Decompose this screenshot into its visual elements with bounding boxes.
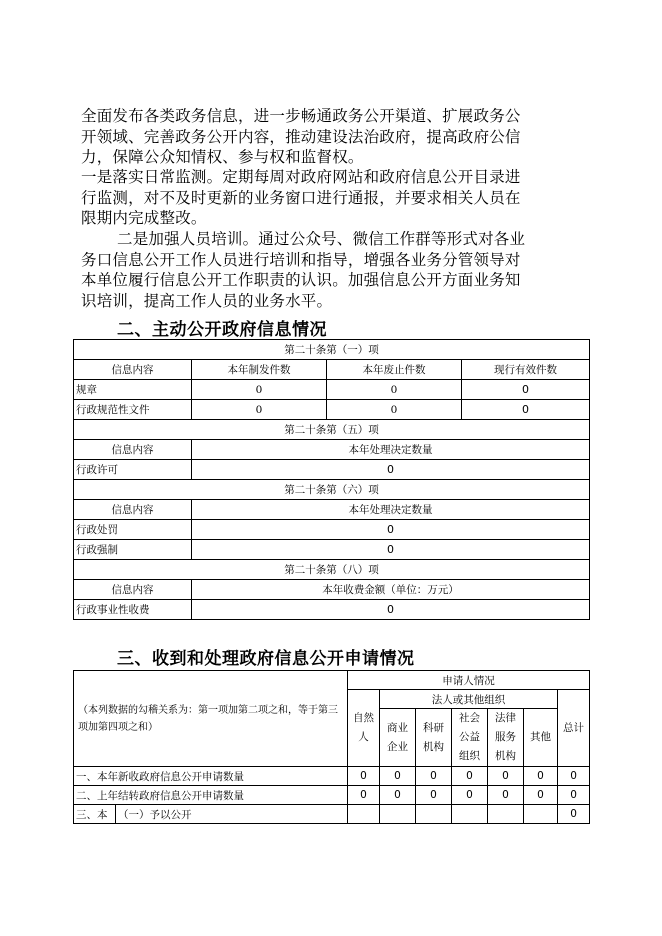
col-other: 其他 — [524, 709, 558, 767]
table-row — [74, 520, 590, 540]
table-row — [74, 380, 590, 400]
header-decisions: 本年处理决定数量 — [192, 500, 590, 520]
cell-value: 0 — [192, 400, 327, 420]
col-natural-person: 自然人 — [348, 690, 380, 767]
text-line: 务口信息公开工作人员进行培训和指导，增强各业务分管领导对 — [81, 250, 521, 269]
cell-empty — [380, 805, 416, 824]
text-line: 一是落实日常监测。定期每周对政府网站和政府信息公开目录进 — [81, 168, 521, 186]
text-line: 本单位履行信息公开工作职责的认识。加强信息公开方面业务知 — [81, 271, 521, 289]
cell-empty — [488, 805, 524, 824]
table-row — [74, 786, 590, 805]
text-line: 识培训，提高工作人员的业务水平。 — [81, 291, 333, 310]
col-social-org: 社会公益组织 — [452, 709, 488, 767]
header-info-content: 信息内容 — [74, 580, 192, 600]
row-label: 三、本 — [74, 805, 116, 824]
cell-value: 0 — [380, 786, 416, 805]
cell-value: 0 — [192, 520, 590, 540]
table-row — [74, 805, 590, 824]
row-label: 规章 — [74, 380, 192, 400]
cell-value: 0 — [348, 767, 380, 786]
cell-value: 0 — [192, 380, 327, 400]
article-5-title: 第二十条第（五）项 — [74, 420, 590, 440]
cell-value: 0 — [348, 786, 380, 805]
row-label: 行政处罚 — [74, 520, 192, 540]
header-info-content: 信息内容 — [74, 440, 192, 460]
col-total: 总计 — [558, 690, 590, 767]
table-row — [74, 600, 590, 620]
header-decisions: 本年处理决定数量 — [192, 440, 590, 460]
header-info-content: 信息内容 — [74, 360, 192, 380]
cell-value: 0 — [462, 400, 590, 420]
row-label: 行政事业性收费 — [74, 600, 192, 620]
row-label: 行政规范性文件 — [74, 400, 192, 420]
row-label: 二、上年结转政府信息公开申请数量 — [74, 786, 348, 805]
text-line: 全面发布各类政务信息，进一步畅通政务公开渠道、扩展政务公 — [81, 107, 521, 125]
cell-empty — [524, 805, 558, 824]
cell-value: 0 — [192, 540, 590, 560]
paragraph-3 — [81, 229, 581, 311]
applicant-header: 申请人情况 — [348, 671, 590, 690]
cell-value: 0 — [327, 380, 462, 400]
header-abolished: 本年废止件数 — [327, 360, 462, 380]
row-label: 行政强制 — [74, 540, 192, 560]
cell-value: 0 — [192, 600, 590, 620]
header-fee-amount: 本年收费金额（单位：万元） — [192, 580, 590, 600]
section-2-heading: 二、主动公开政府信息情况 — [117, 320, 327, 340]
table-row — [74, 767, 590, 786]
cell-value: 0 — [558, 786, 590, 805]
cell-empty — [452, 805, 488, 824]
col-research: 科研机构 — [416, 709, 452, 767]
table-row — [74, 400, 590, 420]
text-line: 开领域、完善政务公开内容，推动建设法治政府，提高政府公信 — [81, 127, 521, 146]
cell-value: 0 — [452, 767, 488, 786]
cell-value: 0 — [327, 400, 462, 420]
text-line: 限期内完成整改。 — [81, 209, 207, 227]
article-8-title: 第二十条第（八）项 — [74, 560, 590, 580]
text-line: 行监测，对不及时更新的业务窗口进行通报，并要求相关人员在 — [81, 188, 521, 207]
row-label: 行政许可 — [74, 460, 192, 480]
cell-value: 0 — [558, 805, 590, 824]
cell-value: 0 — [380, 767, 416, 786]
cell-empty — [416, 805, 452, 824]
cell-value: 0 — [416, 786, 452, 805]
relationship-note: （本列数据的勾稽关系为：第一项加第二项之和，等于第三项加第四项之和） — [74, 671, 348, 767]
header-info-content: 信息内容 — [74, 500, 192, 520]
cell-value: 0 — [462, 380, 590, 400]
table-row — [74, 540, 590, 560]
col-business: 商业企业 — [380, 709, 416, 767]
proactive-disclosure-table — [73, 339, 590, 620]
row-label: 一、本年新收政府信息公开申请数量 — [74, 767, 348, 786]
col-legal-service: 法律服务机构 — [488, 709, 524, 767]
article-6-title: 第二十条第（六）项 — [74, 480, 590, 500]
cell-value: 0 — [524, 786, 558, 805]
cell-value: 0 — [524, 767, 558, 786]
cell-value: 0 — [416, 767, 452, 786]
paragraph-2 — [81, 167, 581, 229]
cell-value: 0 — [452, 786, 488, 805]
header-valid: 现行有效件数 — [462, 360, 590, 380]
cell-value: 0 — [488, 786, 524, 805]
cell-value: 0 — [192, 460, 590, 480]
cell-value: 0 — [558, 767, 590, 786]
cell-value: 0 — [488, 767, 524, 786]
article-1-title: 第二十条第（一）项 — [74, 340, 590, 360]
paragraph-1 — [81, 106, 581, 168]
text-line: 二是加强人员培训。通过公众号、微信工作群等形式对各业 — [117, 230, 526, 248]
header-issued: 本年制发件数 — [192, 360, 327, 380]
row-sublabel: （一）予以公开 — [116, 805, 348, 824]
section-3-heading: 三、收到和处理政府信息公开申请情况 — [117, 649, 415, 669]
cell-empty — [348, 805, 380, 824]
text-line: 力，保障公众知情权、参与权和监督权。 — [81, 148, 364, 166]
application-table — [73, 670, 590, 824]
legal-entity-header: 法人或其他组织 — [380, 690, 558, 709]
table-row — [74, 460, 590, 480]
